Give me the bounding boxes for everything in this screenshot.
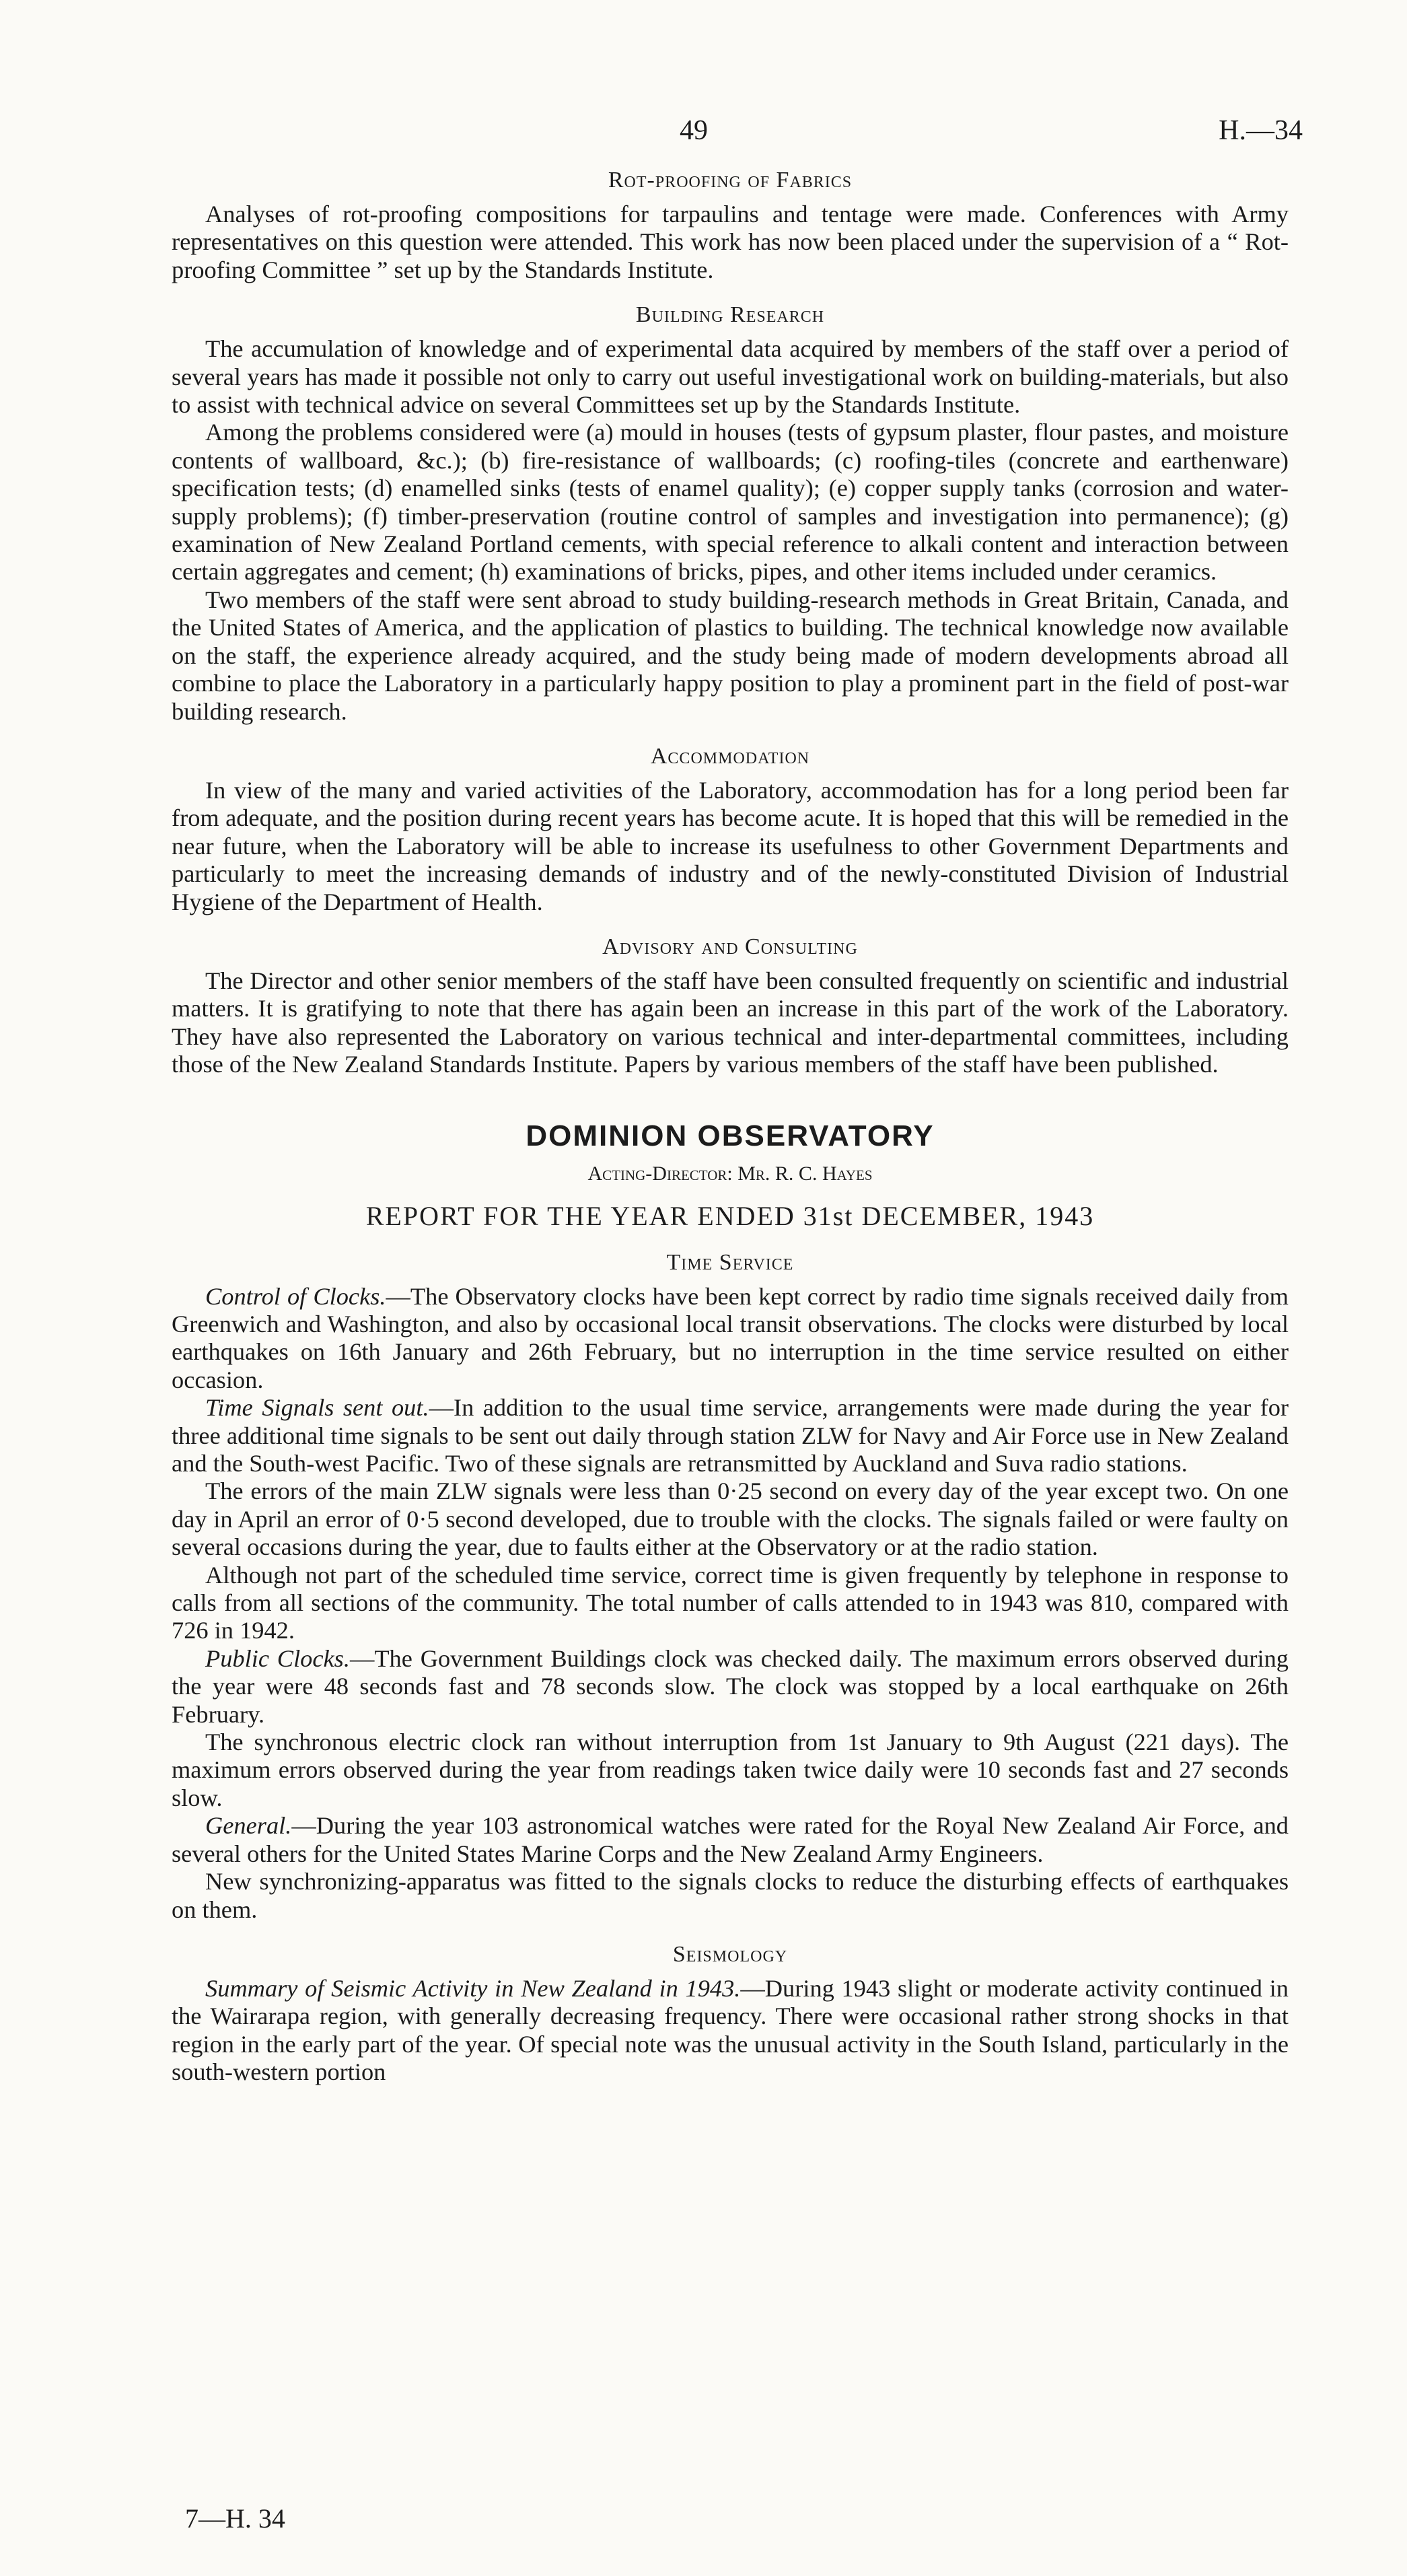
paragraph xyxy=(172,1283,1289,1395)
paragraph xyxy=(172,1975,1289,2087)
footer-signature: 7—H. 34 xyxy=(185,2503,285,2534)
paragraph: The accumulation of knowledge and of experimental data acquired by members of the staff over a period of several years has made it possible not only to carry out useful investigational work on building-materials, but also to assist with technical advice on several Committees set up by the Standards Institute. xyxy=(172,335,1289,419)
paragraph-lead: Time Signals sent out. xyxy=(205,1394,429,1422)
paragraph: The Director and other senior members of the staff have been consulted frequently on scientific and industrial matters. It is gratifying to note that there has again been an increase in this part of the work of the Laboratory. They have also represented the Laboratory on various technical and inter-departmental committees, including those of the New Zealand Standards Institute. Papers by various members of the staff have been published. xyxy=(172,967,1289,1078)
section-building-research xyxy=(172,302,1289,726)
report-title: REPORT FOR THE YEAR ENDED 31st DECEMBER, 1943 xyxy=(365,1200,1095,1231)
page-header xyxy=(0,114,1407,155)
paragraph: Among the problems considered were (a) mould in houses (tests of gypsum plaster, flour pastes, and moisture contents of wallboard, &c.); (b) fire-resistance of wallboards; (c) roofing-tiles (concrete and earthenware) specification tests; (d) enamelled sinks (tests of enamel quality); (e) copper supply tanks (corrosion and water-supply problems); (f) timber-preservation (routine control of samples and investigation into permanence); (g) examination of New Zealand Portland cements, with special reference to alkali content and interaction between certain aggregates and cement; (h) examinations of bricks, pipes, and other items included under ceramics. xyxy=(172,419,1289,586)
paragraph-text: —In addition to the usual time service, arrangements were made during the year for three additional time signals to be sent out daily through station ZLW for Navy and Air Force use in New Zealand and the South-west Pacific. Two of these signals are retransmitted by Auckland and Suva radio stations. xyxy=(172,1394,1289,1477)
paragraph xyxy=(172,1394,1289,1477)
paragraph-text: The errors of the main ZLW signals were less than 0·25 second on every day of the year except two. On one day in April an error of 0·5 second developed, due to trouble with the clocks. The signals failed or were faulty on several occasions during the year, due to faults either at the Observatory or at the radio station. xyxy=(172,1477,1289,1561)
paragraph: Analyses of rot-proofing compositions for tarpaulins and tentage were made. Conferences with Army representatives on this question were attended. This work has now been placed under the supervision of a “ Rot-proofing Committee ” set up by the Standards Institute. xyxy=(172,201,1289,283)
section-advisory xyxy=(172,934,1289,1079)
paragraph xyxy=(172,1477,1289,1561)
paragraph-lead: Control of Clocks. xyxy=(205,1282,386,1310)
paragraph xyxy=(172,1562,1289,1645)
paragraph xyxy=(172,1645,1289,1729)
paragraph-text: Although not part of the scheduled time service, correct time is given frequently by telephone in response to calls from all sections of the community. The total number of calls attended to in 1943 was 810, compared with 726 in 1942. xyxy=(172,1561,1289,1644)
paragraph-text: New synchronizing-apparatus was fitted to the signals clocks to reduce the disturbing effects of earthquakes on them. xyxy=(172,1868,1289,1923)
paragraph-text: —During 1943 slight or moderate activity continued in the Wairarapa region, with generally decreasing frequency. There were occasional rather strong shocks in that region in the early part of the year. Of special note was the unusual activity in the South Island, particularly in the south-western portion xyxy=(172,1974,1289,2086)
paragraph-lead: Summary of Seismic Activity in New Zealand in 1943. xyxy=(205,1974,741,2002)
document-reference: H.—34 xyxy=(1219,115,1303,146)
paragraph-text: The synchronous electric clock ran without interruption from 1st January to 9th August (221 days). The maximum errors observed during the year from readings taken twice daily were 10 seconds fast and 27 seconds slow. xyxy=(172,1729,1289,1811)
paragraph-text: —The Observatory clocks have been kept correct by radio time signals received daily from Greenwich and Washington, and also by occasional local transit observations. The clocks were disturbed by local earthquakes on 16th January and 26th February, but no interruption in the time service resulted on either occasion. xyxy=(172,1282,1289,1393)
section-time-service xyxy=(172,1249,1289,1924)
section-heading: Building Research xyxy=(635,302,825,328)
section-rot-proofing xyxy=(172,167,1289,284)
section-heading: Seismology xyxy=(672,1941,788,1967)
paragraph xyxy=(172,1729,1289,1812)
section-heading: Accommodation xyxy=(650,743,810,769)
section-heading: Advisory and Consulting xyxy=(602,934,858,959)
paragraph-lead: Public Clocks. xyxy=(205,1644,350,1672)
section-accommodation xyxy=(172,743,1289,916)
paragraph: In view of the many and varied activities of the Laboratory, accommodation has for a long period been far from adequate, and the position during recent years has become acute. It is hoped that this will be remedied in the near future, when the Laboratory will be able to increase its usefulness to other Government Departments and particularly to meet the increasing demands of industry and of the newly-constituted Division of Industrial Hygiene of the Department of Health. xyxy=(172,776,1289,915)
paragraph xyxy=(172,1812,1289,1868)
page-content xyxy=(172,167,1289,2087)
section-seismology xyxy=(172,1941,1289,2087)
paragraph xyxy=(172,1868,1289,1924)
section-heading: Rot-proofing of Fabrics xyxy=(608,168,853,193)
acting-director: Acting-Director: Mr. R. C. Hayes xyxy=(587,1162,873,1185)
page-number: 49 xyxy=(680,115,708,146)
paragraph-lead: General. xyxy=(205,1812,292,1840)
observatory-title: DOMINION OBSERVATORY xyxy=(526,1119,935,1152)
paragraph-text: —During the year 103 astronomical watches were rated for the Royal New Zealand Air Force, and several others for the United States Marine Corps and the New Zealand Army Engineers. xyxy=(172,1812,1289,1867)
paragraph-text: —The Government Buildings clock was checked daily. The maximum errors observed during the year were 48 seconds fast and 78 seconds slow. The clock was stopped by a local earthquake on 26th February. xyxy=(172,1644,1289,1728)
paragraph: Two members of the staff were sent abroad to study building-research methods in Great Britain, Canada, and the United States of America, and the application of plastics to building. The technical knowledge now available on the staff, the experience already acquired, and the study being made of modern developments abroad all combine to place the Laboratory in a particularly happy position to play a prominent part in the field of post-war building research. xyxy=(172,586,1289,725)
section-heading: Time Service xyxy=(666,1249,794,1275)
